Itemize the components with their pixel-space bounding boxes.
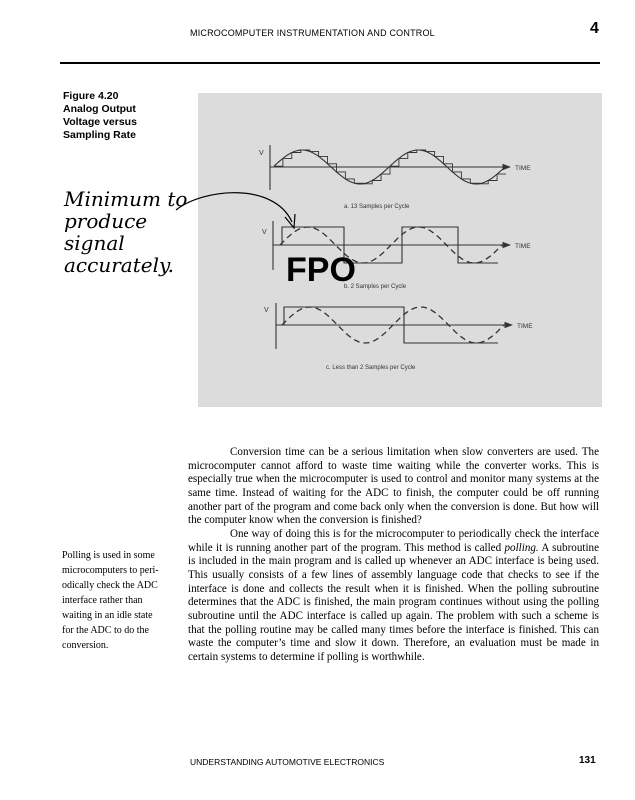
panel-a-t-label: TIME bbox=[515, 165, 531, 172]
panel-b-t-label: TIME bbox=[515, 243, 531, 250]
footer-book-title: UNDERSTANDING AUTOMOTIVE ELECTRONICS bbox=[190, 757, 385, 767]
handwritten-note bbox=[63, 187, 194, 277]
panel-b-v-label: V bbox=[262, 229, 267, 236]
margin-note bbox=[62, 548, 180, 653]
margin-note-line: microcomputers to peri- bbox=[62, 565, 159, 576]
figure-caption-line: Voltage versus bbox=[63, 116, 137, 128]
paragraph-1-text: Conversion time can be a serious limitation when slow converters are used. The microcomputer cannot afford to waste time waiting while the converter works. This is especially true when the microcomputer is used to control and monitor many systems at the same time. Instead of waiting for the ADC to finish, the computer could be off running another part of the program and come back only when the conversion is done. But how will the computer know when the conversion is finished? bbox=[188, 446, 599, 527]
figure-caption bbox=[63, 90, 173, 142]
panel-c-v-label: V bbox=[264, 307, 269, 314]
handwritten-note-line: accurately. bbox=[64, 253, 174, 277]
margin-note-line: conversion. bbox=[62, 640, 109, 651]
paragraph-1 bbox=[188, 446, 599, 528]
handwritten-note-line: produce bbox=[64, 209, 148, 233]
body-text bbox=[188, 446, 599, 665]
figure-caption-line: Sampling Rate bbox=[63, 129, 136, 141]
handwritten-note-line: Minimum to bbox=[64, 187, 188, 211]
margin-note-line: waiting in an idle state bbox=[62, 610, 153, 621]
margin-note-line: for the ADC to do the bbox=[62, 625, 149, 636]
panel-a-caption: a. 13 Samples per Cycle bbox=[344, 204, 410, 210]
page-number: 131 bbox=[579, 755, 596, 766]
fpo-placeholder: FPO bbox=[286, 251, 356, 289]
running-header-title: MICROCOMPUTER INSTRUMENTATION AND CONTROL bbox=[190, 28, 435, 38]
paragraph-2-rest: A subroutine is included in the main program and is called up whenever an ADC interface is being used. This usually consists of a few lines of assembly language code that checks to see if the interface is done and collects the result when it is finished. When the polling subroutine determines that the ADC is finished, the main program continues without using the polling subroutine until the ADC interface is called up again. The problem with such a scheme is that the polling routine may be called many times before the interface is finished. This can waste the computer’s time and slow it down. Therefore, an evaluation must be made in certain systems to determine if polling is worthwhile. bbox=[188, 541, 600, 663]
handwritten-note-line: signal bbox=[64, 231, 125, 255]
panel-a-v-label: V bbox=[259, 150, 264, 157]
header-rule bbox=[60, 62, 600, 64]
margin-note-line: odically check the ADC bbox=[62, 580, 158, 591]
paragraph-2-start: One way of doing this is for the microcomputer to periodically check the interface while it is running another part of the program. This method is called bbox=[188, 527, 599, 554]
chapter-number: 4 bbox=[590, 20, 599, 37]
panel-c-t-label: TIME bbox=[517, 323, 533, 330]
handwritten-annotation bbox=[64, 180, 264, 280]
margin-note-line: Polling is used in some bbox=[62, 550, 155, 561]
paragraph-2 bbox=[188, 528, 599, 665]
figure-caption-line: Analog Output bbox=[63, 103, 136, 115]
panel-b-caption: b. 2 Samples per Cycle bbox=[344, 284, 407, 290]
paragraph-2-term: polling. bbox=[504, 541, 539, 554]
figure-caption-line: Figure 4.20 bbox=[63, 90, 119, 102]
panel-c-caption: c. Less than 2 Samples per Cycle bbox=[326, 365, 416, 371]
margin-note-line: interface rather than bbox=[62, 595, 143, 606]
